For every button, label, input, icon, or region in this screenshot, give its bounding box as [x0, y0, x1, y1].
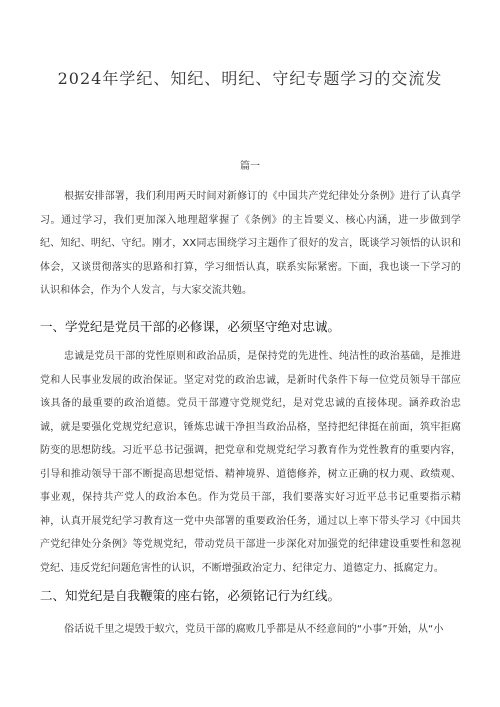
- document-title: 2024年学纪、知纪、明纪、守纪专题学习的交流发: [57, 69, 443, 88]
- section-heading-1: 一、学党纪是党员干部的必修课，必须坚守绝对忠诚。: [40, 319, 341, 334]
- section-label: 篇一: [240, 161, 260, 172]
- body-paragraph-2: 俗话说千里之堤毁于蚁穴，党员干部的腐败几乎都是从不经意间的“小事”开始，从“小: [64, 624, 444, 635]
- section-heading-2: 二、知党纪是自我鞭策的座右铭，必须铭记行为红线。: [40, 588, 341, 603]
- body-paragraph-1: 忠诚是党员干部的党性原则和政治品质，是保持党的先进性、纯洁性的政治基础，是推进党和人民事业发展的政治保证。坚定对党的政治忠诚，是新时代条件下每一位党员领导干部应该具备的最重要的政治道德。党员干部遵守党规党纪，是对党忠诚的直接体现。涵养政治忠诚，就是要强化党规党纪意识，锤炼忠诚干净担当政治品格，坚持把纪律挺在前面，筑牢拒腐防变的思想防线。习近平总书记强调，把党章和党规党纪学习教育作为党性教育的重要内容，引导和推动领导干部不断提高思想觉悟、精神境界、道德修养，树立正确的权力观、政绩观、事业观，保持共产党人的政治本色。作为党员干部，我们要落实好习近平总书记重要指示精神，认真开展党纪学习教育这一党中央部署的重要政治任务，通过以上率下带头学习《中国共产党纪律处分条例》等党规党纪，带动党员干部进一步深化对加强党的纪律建设重要性和忽视党纪、违反党纪问题危害性的认识，不断增强政治定力、纪律定力、道德定力、抵腐定力。: [40, 351, 461, 574]
- intro-paragraph: 根据安排部署，我们利用两天时间对新修订的《中国共产党纪律处分条例》进行了认真学习。通过学习，我们更加深入地理超掌握了《条例》的主旨要义、核心内涵，进一步做到学纪、知纪、明纪、守纪。刚才，XX同志围绕学习主题作了很好的发言，既谈学习领悟的认识和体会，又谈贯彻落实的思路和打算，学习细悟认真，联系实际紧密。下面，我也谈一下学习的认识和体会，作为个人发言，与大家交流共勉。: [40, 191, 461, 296]
